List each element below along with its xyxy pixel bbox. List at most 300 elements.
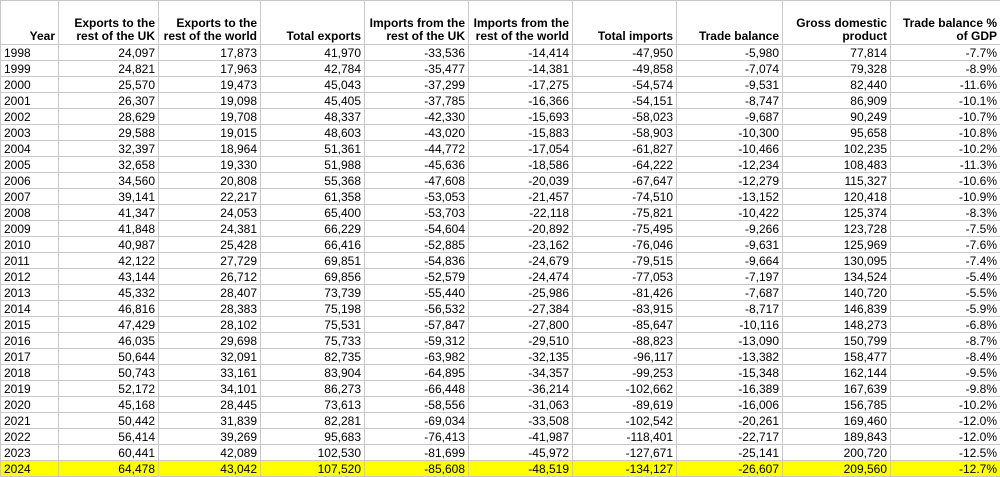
header-cell-year[interactable]: Year xyxy=(1,1,59,45)
cell-trade-balance-pct-gdp[interactable]: -10.9% xyxy=(891,189,1000,205)
cell-exports-rest-of-world[interactable]: 28,102 xyxy=(159,317,261,333)
cell-total-imports[interactable]: -102,662 xyxy=(573,381,677,397)
cell-gdp[interactable]: 90,249 xyxy=(783,109,891,125)
cell-gdp[interactable]: 169,460 xyxy=(783,413,891,429)
cell-trade-balance-pct-gdp[interactable]: -9.8% xyxy=(891,381,1000,397)
cell-imports-rest-of-uk[interactable]: -52,579 xyxy=(365,269,469,285)
cell-exports-rest-of-world[interactable]: 33,161 xyxy=(159,365,261,381)
cell-trade-balance-pct-gdp[interactable]: -10.1% xyxy=(891,93,1000,109)
cell-gdp[interactable]: 209,560 xyxy=(783,461,891,477)
cell-imports-rest-of-uk[interactable]: -33,536 xyxy=(365,45,469,61)
cell-year[interactable]: 1998 xyxy=(1,45,59,61)
cell-trade-balance[interactable]: -8,747 xyxy=(677,93,783,109)
cell-total-imports[interactable]: -75,495 xyxy=(573,221,677,237)
cell-imports-rest-of-world[interactable]: -48,519 xyxy=(469,461,573,477)
cell-total-exports[interactable]: 82,735 xyxy=(261,349,365,365)
cell-total-imports[interactable]: -81,426 xyxy=(573,285,677,301)
cell-imports-rest-of-uk[interactable]: -76,413 xyxy=(365,429,469,445)
cell-gdp[interactable]: 162,144 xyxy=(783,365,891,381)
cell-imports-rest-of-uk[interactable]: -53,703 xyxy=(365,205,469,221)
cell-trade-balance[interactable]: -5,980 xyxy=(677,45,783,61)
cell-imports-rest-of-uk[interactable]: -37,785 xyxy=(365,93,469,109)
cell-trade-balance[interactable]: -7,197 xyxy=(677,269,783,285)
cell-total-exports[interactable]: 66,229 xyxy=(261,221,365,237)
cell-year[interactable]: 2022 xyxy=(1,429,59,445)
table-row xyxy=(1,413,1000,429)
cell-imports-rest-of-world[interactable]: -22,118 xyxy=(469,205,573,221)
cell-imports-rest-of-world[interactable]: -41,987 xyxy=(469,429,573,445)
cell-total-imports[interactable]: -75,821 xyxy=(573,205,677,221)
cell-exports-rest-of-uk[interactable]: 50,644 xyxy=(59,349,159,365)
cell-trade-balance[interactable]: -22,717 xyxy=(677,429,783,445)
cell-imports-rest-of-uk[interactable]: -57,847 xyxy=(365,317,469,333)
cell-trade-balance-pct-gdp[interactable]: -7.4% xyxy=(891,253,1000,269)
cell-imports-rest-of-world[interactable]: -17,054 xyxy=(469,141,573,157)
cell-exports-rest-of-uk[interactable]: 56,414 xyxy=(59,429,159,445)
cell-imports-rest-of-uk[interactable]: -55,440 xyxy=(365,285,469,301)
header-cell-gdp[interactable]: Gross domestic product xyxy=(783,1,891,45)
table-row xyxy=(1,285,1000,301)
cell-trade-balance-pct-gdp[interactable]: -5.9% xyxy=(891,301,1000,317)
cell-year[interactable]: 2014 xyxy=(1,301,59,317)
cell-total-exports[interactable]: 95,683 xyxy=(261,429,365,445)
cell-total-imports[interactable]: -61,827 xyxy=(573,141,677,157)
cell-exports-rest-of-uk[interactable]: 45,168 xyxy=(59,397,159,413)
cell-trade-balance-pct-gdp[interactable]: -8.4% xyxy=(891,349,1000,365)
cell-total-imports[interactable]: -58,023 xyxy=(573,109,677,125)
cell-imports-rest-of-world[interactable]: -32,135 xyxy=(469,349,573,365)
header-cell-exports-rest-of-world[interactable]: Exports to the rest of the world xyxy=(159,1,261,45)
cell-trade-balance-pct-gdp[interactable]: -11.6% xyxy=(891,77,1000,93)
cell-imports-rest-of-world[interactable]: -14,381 xyxy=(469,61,573,77)
cell-total-imports[interactable]: -127,671 xyxy=(573,445,677,461)
cell-total-exports[interactable]: 75,198 xyxy=(261,301,365,317)
cell-trade-balance-pct-gdp[interactable]: -12.5% xyxy=(891,445,1000,461)
cell-total-exports[interactable]: 75,733 xyxy=(261,333,365,349)
cell-exports-rest-of-world[interactable]: 19,708 xyxy=(159,109,261,125)
cell-imports-rest-of-world[interactable]: -20,892 xyxy=(469,221,573,237)
cell-exports-rest-of-uk[interactable]: 29,588 xyxy=(59,125,159,141)
cell-trade-balance-pct-gdp[interactable]: -6.8% xyxy=(891,317,1000,333)
cell-exports-rest-of-uk[interactable]: 24,821 xyxy=(59,61,159,77)
cell-year[interactable]: 2016 xyxy=(1,333,59,349)
cell-trade-balance[interactable]: -9,664 xyxy=(677,253,783,269)
cell-trade-balance[interactable]: -12,234 xyxy=(677,157,783,173)
cell-year[interactable]: 2003 xyxy=(1,125,59,141)
cell-imports-rest-of-uk[interactable]: -53,053 xyxy=(365,189,469,205)
cell-total-imports[interactable]: -54,574 xyxy=(573,77,677,93)
cell-exports-rest-of-world[interactable]: 25,428 xyxy=(159,237,261,253)
cell-total-exports[interactable]: 65,400 xyxy=(261,205,365,221)
cell-imports-rest-of-uk[interactable]: -85,608 xyxy=(365,461,469,477)
cell-exports-rest-of-world[interactable]: 19,015 xyxy=(159,125,261,141)
cell-trade-balance-pct-gdp[interactable]: -10.8% xyxy=(891,125,1000,141)
cell-gdp[interactable]: 125,374 xyxy=(783,205,891,221)
cell-exports-rest-of-uk[interactable]: 45,332 xyxy=(59,285,159,301)
cell-total-imports[interactable]: -74,510 xyxy=(573,189,677,205)
cell-gdp[interactable]: 95,658 xyxy=(783,125,891,141)
header-cell-imports-rest-of-uk[interactable]: Imports from the rest of the UK xyxy=(365,1,469,45)
cell-total-imports[interactable]: -85,647 xyxy=(573,317,677,333)
cell-imports-rest-of-world[interactable]: -45,972 xyxy=(469,445,573,461)
header-cell-exports-rest-of-uk[interactable]: Exports to the rest of the UK xyxy=(59,1,159,45)
header-cell-trade-balance-pct-gdp[interactable]: Trade balance % of GDP xyxy=(891,1,1000,45)
cell-exports-rest-of-uk[interactable]: 60,441 xyxy=(59,445,159,461)
cell-exports-rest-of-world[interactable]: 20,808 xyxy=(159,173,261,189)
cell-gdp[interactable]: 140,720 xyxy=(783,285,891,301)
cell-imports-rest-of-uk[interactable]: -56,532 xyxy=(365,301,469,317)
cell-exports-rest-of-uk[interactable]: 32,397 xyxy=(59,141,159,157)
cell-gdp[interactable]: 102,235 xyxy=(783,141,891,157)
cell-exports-rest-of-uk[interactable]: 46,816 xyxy=(59,301,159,317)
cell-year[interactable]: 2007 xyxy=(1,189,59,205)
cell-trade-balance[interactable]: -8,717 xyxy=(677,301,783,317)
cell-imports-rest-of-world[interactable]: -25,986 xyxy=(469,285,573,301)
cell-gdp[interactable]: 167,639 xyxy=(783,381,891,397)
cell-imports-rest-of-world[interactable]: -17,275 xyxy=(469,77,573,93)
cell-year[interactable]: 2006 xyxy=(1,173,59,189)
cell-exports-rest-of-uk[interactable]: 50,743 xyxy=(59,365,159,381)
cell-imports-rest-of-uk[interactable]: -52,885 xyxy=(365,237,469,253)
cell-trade-balance[interactable]: -15,348 xyxy=(677,365,783,381)
cell-gdp[interactable]: 82,440 xyxy=(783,77,891,93)
cell-total-exports[interactable]: 107,520 xyxy=(261,461,365,477)
cell-gdp[interactable]: 123,728 xyxy=(783,221,891,237)
cell-imports-rest-of-world[interactable]: -33,508 xyxy=(469,413,573,429)
cell-trade-balance[interactable]: -9,531 xyxy=(677,77,783,93)
cell-imports-rest-of-world[interactable]: -31,063 xyxy=(469,397,573,413)
cell-exports-rest-of-uk[interactable]: 64,478 xyxy=(59,461,159,477)
cell-exports-rest-of-uk[interactable]: 24,097 xyxy=(59,45,159,61)
cell-total-imports[interactable]: -88,823 xyxy=(573,333,677,349)
cell-exports-rest-of-world[interactable]: 19,330 xyxy=(159,157,261,173)
cell-trade-balance[interactable]: -9,631 xyxy=(677,237,783,253)
cell-trade-balance-pct-gdp[interactable]: -11.3% xyxy=(891,157,1000,173)
cell-trade-balance[interactable]: -9,266 xyxy=(677,221,783,237)
cell-total-imports[interactable]: -76,046 xyxy=(573,237,677,253)
cell-trade-balance-pct-gdp[interactable]: -10.7% xyxy=(891,109,1000,125)
cell-exports-rest-of-world[interactable]: 24,053 xyxy=(159,205,261,221)
cell-total-exports[interactable]: 48,337 xyxy=(261,109,365,125)
cell-exports-rest-of-uk[interactable]: 50,442 xyxy=(59,413,159,429)
cell-total-exports[interactable]: 82,281 xyxy=(261,413,365,429)
table-row xyxy=(1,253,1000,269)
cell-imports-rest-of-uk[interactable]: -63,982 xyxy=(365,349,469,365)
cell-total-exports[interactable]: 83,904 xyxy=(261,365,365,381)
cell-total-exports[interactable]: 51,361 xyxy=(261,141,365,157)
cell-total-imports[interactable]: -96,117 xyxy=(573,349,677,365)
cell-total-imports[interactable]: -54,151 xyxy=(573,93,677,109)
cell-exports-rest-of-world[interactable]: 24,381 xyxy=(159,221,261,237)
table-row xyxy=(1,205,1000,221)
cell-exports-rest-of-uk[interactable]: 39,141 xyxy=(59,189,159,205)
cell-year[interactable]: 2009 xyxy=(1,221,59,237)
cell-exports-rest-of-world[interactable]: 19,098 xyxy=(159,93,261,109)
cell-year[interactable]: 2001 xyxy=(1,93,59,109)
cell-total-exports[interactable]: 48,603 xyxy=(261,125,365,141)
cell-exports-rest-of-world[interactable]: 28,407 xyxy=(159,285,261,301)
cell-exports-rest-of-uk[interactable]: 25,570 xyxy=(59,77,159,93)
cell-trade-balance[interactable]: -25,141 xyxy=(677,445,783,461)
cell-trade-balance[interactable]: -13,152 xyxy=(677,189,783,205)
cell-gdp[interactable]: 120,418 xyxy=(783,189,891,205)
table-row xyxy=(1,461,1000,477)
cell-imports-rest-of-uk[interactable]: -43,020 xyxy=(365,125,469,141)
cell-exports-rest-of-world[interactable]: 26,712 xyxy=(159,269,261,285)
cell-imports-rest-of-uk[interactable]: -81,699 xyxy=(365,445,469,461)
cell-year[interactable]: 2012 xyxy=(1,269,59,285)
table-row xyxy=(1,397,1000,413)
cell-imports-rest-of-world[interactable]: -24,474 xyxy=(469,269,573,285)
cell-total-imports[interactable]: -118,401 xyxy=(573,429,677,445)
cell-year[interactable]: 2008 xyxy=(1,205,59,221)
cell-trade-balance-pct-gdp[interactable]: -10.6% xyxy=(891,173,1000,189)
cell-trade-balance-pct-gdp[interactable]: -10.2% xyxy=(891,141,1000,157)
cell-gdp[interactable]: 146,839 xyxy=(783,301,891,317)
cell-year[interactable]: 2011 xyxy=(1,253,59,269)
cell-total-exports[interactable]: 69,856 xyxy=(261,269,365,285)
cell-total-exports[interactable]: 45,043 xyxy=(261,77,365,93)
cell-imports-rest-of-uk[interactable]: -54,836 xyxy=(365,253,469,269)
cell-trade-balance[interactable]: -13,382 xyxy=(677,349,783,365)
cell-exports-rest-of-world[interactable]: 17,963 xyxy=(159,61,261,77)
cell-trade-balance[interactable]: -7,687 xyxy=(677,285,783,301)
table-row xyxy=(1,109,1000,125)
cell-exports-rest-of-uk[interactable]: 32,658 xyxy=(59,157,159,173)
cell-total-exports[interactable]: 73,613 xyxy=(261,397,365,413)
cell-exports-rest-of-world[interactable]: 17,873 xyxy=(159,45,261,61)
header-cell-total-imports[interactable]: Total imports xyxy=(573,1,677,45)
cell-exports-rest-of-world[interactable]: 31,839 xyxy=(159,413,261,429)
table-row xyxy=(1,157,1000,173)
cell-trade-balance[interactable]: -20,261 xyxy=(677,413,783,429)
cell-gdp[interactable]: 189,843 xyxy=(783,429,891,445)
table-row xyxy=(1,45,1000,61)
cell-gdp[interactable]: 130,095 xyxy=(783,253,891,269)
cell-gdp[interactable]: 156,785 xyxy=(783,397,891,413)
cell-gdp[interactable]: 79,328 xyxy=(783,61,891,77)
cell-imports-rest-of-uk[interactable]: -69,034 xyxy=(365,413,469,429)
cell-year[interactable]: 2021 xyxy=(1,413,59,429)
cell-imports-rest-of-world[interactable]: -20,039 xyxy=(469,173,573,189)
cell-trade-balance[interactable]: -12,279 xyxy=(677,173,783,189)
cell-trade-balance[interactable]: -13,090 xyxy=(677,333,783,349)
cell-exports-rest-of-uk[interactable]: 43,144 xyxy=(59,269,159,285)
cell-trade-balance-pct-gdp[interactable]: -7.5% xyxy=(891,221,1000,237)
cell-imports-rest-of-world[interactable]: -36,214 xyxy=(469,381,573,397)
cell-exports-rest-of-uk[interactable]: 41,848 xyxy=(59,221,159,237)
cell-trade-balance[interactable]: -10,466 xyxy=(677,141,783,157)
cell-exports-rest-of-uk[interactable]: 34,560 xyxy=(59,173,159,189)
cell-total-imports[interactable]: -58,903 xyxy=(573,125,677,141)
cell-exports-rest-of-uk[interactable]: 41,347 xyxy=(59,205,159,221)
cell-gdp[interactable]: 108,483 xyxy=(783,157,891,173)
cell-imports-rest-of-uk[interactable]: -44,772 xyxy=(365,141,469,157)
cell-exports-rest-of-world[interactable]: 19,473 xyxy=(159,77,261,93)
table-row xyxy=(1,125,1000,141)
cell-trade-balance[interactable]: -26,607 xyxy=(677,461,783,477)
cell-exports-rest-of-world[interactable]: 29,698 xyxy=(159,333,261,349)
cell-exports-rest-of-world[interactable]: 42,089 xyxy=(159,445,261,461)
cell-total-imports[interactable]: -67,647 xyxy=(573,173,677,189)
cell-imports-rest-of-uk[interactable]: -47,608 xyxy=(365,173,469,189)
cell-imports-rest-of-uk[interactable]: -58,556 xyxy=(365,397,469,413)
cell-year[interactable]: 2017 xyxy=(1,349,59,365)
cell-imports-rest-of-world[interactable]: -14,414 xyxy=(469,45,573,61)
cell-exports-rest-of-world[interactable]: 18,964 xyxy=(159,141,261,157)
cell-total-exports[interactable]: 42,784 xyxy=(261,61,365,77)
cell-total-exports[interactable]: 73,739 xyxy=(261,285,365,301)
cell-imports-rest-of-world[interactable]: -29,510 xyxy=(469,333,573,349)
cell-total-exports[interactable]: 55,368 xyxy=(261,173,365,189)
cell-trade-balance-pct-gdp[interactable]: -9.5% xyxy=(891,365,1000,381)
cell-imports-rest-of-world[interactable]: -27,384 xyxy=(469,301,573,317)
table-row xyxy=(1,173,1000,189)
table-row xyxy=(1,141,1000,157)
cell-trade-balance[interactable]: -7,074 xyxy=(677,61,783,77)
table-row xyxy=(1,301,1000,317)
table-row xyxy=(1,221,1000,237)
cell-trade-balance[interactable]: -16,006 xyxy=(677,397,783,413)
cell-total-imports[interactable]: -134,127 xyxy=(573,461,677,477)
cell-imports-rest-of-uk[interactable]: -59,312 xyxy=(365,333,469,349)
cell-year[interactable]: 2015 xyxy=(1,317,59,333)
cell-year[interactable]: 2023 xyxy=(1,445,59,461)
cell-imports-rest-of-uk[interactable]: -42,330 xyxy=(365,109,469,125)
cell-gdp[interactable]: 148,273 xyxy=(783,317,891,333)
cell-trade-balance-pct-gdp[interactable]: -12.7% xyxy=(891,461,1000,477)
cell-imports-rest-of-world[interactable]: -21,457 xyxy=(469,189,573,205)
cell-gdp[interactable]: 115,327 xyxy=(783,173,891,189)
cell-imports-rest-of-world[interactable]: -16,366 xyxy=(469,93,573,109)
cell-exports-rest-of-uk[interactable]: 47,429 xyxy=(59,317,159,333)
cell-imports-rest-of-world[interactable]: -34,357 xyxy=(469,365,573,381)
cell-year[interactable]: 2005 xyxy=(1,157,59,173)
cell-exports-rest-of-uk[interactable]: 42,122 xyxy=(59,253,159,269)
cell-trade-balance-pct-gdp[interactable]: -12.0% xyxy=(891,429,1000,445)
cell-total-exports[interactable]: 66,416 xyxy=(261,237,365,253)
cell-imports-rest-of-uk[interactable]: -35,477 xyxy=(365,61,469,77)
cell-total-imports[interactable]: -79,515 xyxy=(573,253,677,269)
cell-exports-rest-of-uk[interactable]: 28,629 xyxy=(59,109,159,125)
cell-year[interactable]: 2000 xyxy=(1,77,59,93)
table-row xyxy=(1,381,1000,397)
table-row xyxy=(1,77,1000,93)
cell-imports-rest-of-uk[interactable]: -66,448 xyxy=(365,381,469,397)
cell-trade-balance-pct-gdp[interactable]: -8.3% xyxy=(891,205,1000,221)
cell-total-imports[interactable]: -49,858 xyxy=(573,61,677,77)
cell-gdp[interactable]: 125,969 xyxy=(783,237,891,253)
cell-trade-balance-pct-gdp[interactable]: -5.4% xyxy=(891,269,1000,285)
cell-year[interactable]: 2024 xyxy=(1,461,59,477)
cell-imports-rest-of-world[interactable]: -24,679 xyxy=(469,253,573,269)
cell-exports-rest-of-uk[interactable]: 52,172 xyxy=(59,381,159,397)
cell-imports-rest-of-world[interactable]: -15,693 xyxy=(469,109,573,125)
cell-exports-rest-of-world[interactable]: 22,217 xyxy=(159,189,261,205)
cell-gdp[interactable]: 158,477 xyxy=(783,349,891,365)
cell-total-imports[interactable]: -102,542 xyxy=(573,413,677,429)
cell-total-imports[interactable]: -64,222 xyxy=(573,157,677,173)
header-cell-imports-rest-of-world[interactable]: Imports from the rest of the world xyxy=(469,1,573,45)
cell-trade-balance[interactable]: -10,116 xyxy=(677,317,783,333)
cell-year[interactable]: 2013 xyxy=(1,285,59,301)
header-cell-trade-balance[interactable]: Trade balance xyxy=(677,1,783,45)
cell-exports-rest-of-world[interactable]: 39,269 xyxy=(159,429,261,445)
cell-trade-balance-pct-gdp[interactable]: -5.5% xyxy=(891,285,1000,301)
cell-total-exports[interactable]: 45,405 xyxy=(261,93,365,109)
cell-year[interactable]: 2002 xyxy=(1,109,59,125)
cell-exports-rest-of-world[interactable]: 27,729 xyxy=(159,253,261,269)
cell-trade-balance-pct-gdp[interactable]: -12.0% xyxy=(891,413,1000,429)
cell-gdp[interactable]: 86,909 xyxy=(783,93,891,109)
cell-total-imports[interactable]: -99,253 xyxy=(573,365,677,381)
cell-imports-rest-of-uk[interactable]: -64,895 xyxy=(365,365,469,381)
table-row xyxy=(1,189,1000,205)
cell-exports-rest-of-uk[interactable]: 40,987 xyxy=(59,237,159,253)
cell-year[interactable]: 2004 xyxy=(1,141,59,157)
cell-trade-balance[interactable]: -10,422 xyxy=(677,205,783,221)
cell-total-exports[interactable]: 61,358 xyxy=(261,189,365,205)
cell-exports-rest-of-world[interactable]: 34,101 xyxy=(159,381,261,397)
cell-imports-rest-of-world[interactable]: -15,883 xyxy=(469,125,573,141)
cell-total-exports[interactable]: 102,530 xyxy=(261,445,365,461)
cell-total-imports[interactable]: -89,619 xyxy=(573,397,677,413)
cell-gdp[interactable]: 200,720 xyxy=(783,445,891,461)
cell-gdp[interactable]: 134,524 xyxy=(783,269,891,285)
cell-total-exports[interactable]: 51,988 xyxy=(261,157,365,173)
cell-trade-balance[interactable]: -10,300 xyxy=(677,125,783,141)
cell-exports-rest-of-world[interactable]: 43,042 xyxy=(159,461,261,477)
cell-imports-rest-of-world[interactable]: -23,162 xyxy=(469,237,573,253)
cell-exports-rest-of-world[interactable]: 28,445 xyxy=(159,397,261,413)
cell-exports-rest-of-world[interactable]: 32,091 xyxy=(159,349,261,365)
cell-trade-balance-pct-gdp[interactable]: -7.6% xyxy=(891,237,1000,253)
cell-exports-rest-of-uk[interactable]: 26,307 xyxy=(59,93,159,109)
cell-total-imports[interactable]: -47,950 xyxy=(573,45,677,61)
cell-trade-balance-pct-gdp[interactable]: -7.7% xyxy=(891,45,1000,61)
cell-total-imports[interactable]: -83,915 xyxy=(573,301,677,317)
cell-total-exports[interactable]: 69,851 xyxy=(261,253,365,269)
cell-trade-balance-pct-gdp[interactable]: -10.2% xyxy=(891,397,1000,413)
cell-imports-rest-of-uk[interactable]: -54,604 xyxy=(365,221,469,237)
cell-total-imports[interactable]: -77,053 xyxy=(573,269,677,285)
cell-exports-rest-of-world[interactable]: 28,383 xyxy=(159,301,261,317)
cell-total-exports[interactable]: 86,273 xyxy=(261,381,365,397)
cell-imports-rest-of-world[interactable]: -18,586 xyxy=(469,157,573,173)
cell-trade-balance[interactable]: -9,687 xyxy=(677,109,783,125)
header-cell-total-exports[interactable]: Total exports xyxy=(261,1,365,45)
cell-total-exports[interactable]: 75,531 xyxy=(261,317,365,333)
table-row xyxy=(1,365,1000,381)
cell-gdp[interactable]: 77,814 xyxy=(783,45,891,61)
table-row xyxy=(1,61,1000,77)
cell-exports-rest-of-uk[interactable]: 46,035 xyxy=(59,333,159,349)
cell-year[interactable]: 2010 xyxy=(1,237,59,253)
cell-total-exports[interactable]: 41,970 xyxy=(261,45,365,61)
cell-imports-rest-of-world[interactable]: -27,800 xyxy=(469,317,573,333)
cell-year[interactable]: 2018 xyxy=(1,365,59,381)
cell-gdp[interactable]: 150,799 xyxy=(783,333,891,349)
cell-imports-rest-of-uk[interactable]: -37,299 xyxy=(365,77,469,93)
cell-year[interactable]: 2019 xyxy=(1,381,59,397)
table-row xyxy=(1,445,1000,461)
cell-trade-balance-pct-gdp[interactable]: -8.9% xyxy=(891,61,1000,77)
cell-trade-balance[interactable]: -16,389 xyxy=(677,381,783,397)
cell-trade-balance-pct-gdp[interactable]: -8.7% xyxy=(891,333,1000,349)
cell-year[interactable]: 1999 xyxy=(1,61,59,77)
cell-imports-rest-of-uk[interactable]: -45,636 xyxy=(365,157,469,173)
cell-year[interactable]: 2020 xyxy=(1,397,59,413)
